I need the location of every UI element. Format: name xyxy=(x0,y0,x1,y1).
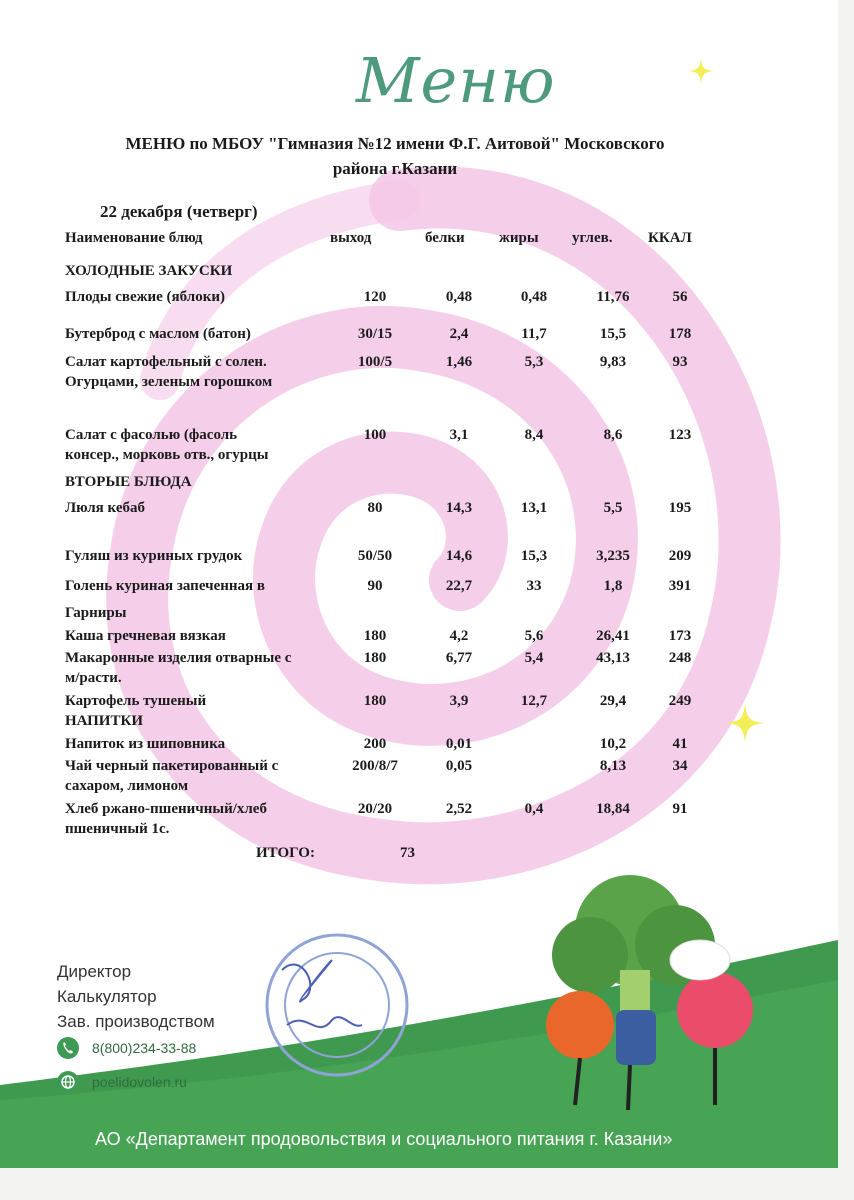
col-header-fat: жиры xyxy=(499,230,539,246)
dish-name: Салат картофельный с солен. xyxy=(65,354,267,370)
dish-kcal: 209 xyxy=(668,548,692,564)
dish-name: Картофель тушеный xyxy=(65,693,207,709)
dish-kcal: 34 xyxy=(672,758,688,774)
dish-name: консер., морковь отв., огурцы xyxy=(65,447,269,463)
section-cold: ХОЛОДНЫЕ ЗАКУСКИ xyxy=(65,263,233,279)
dish-output: 50/50 xyxy=(357,548,393,564)
section-drinks: НАПИТКИ xyxy=(65,713,144,729)
dish-protein: 2,4 xyxy=(449,326,469,342)
phone-link[interactable]: 8(800)234-33-88 xyxy=(92,1040,197,1056)
dish-output: 80 xyxy=(367,500,383,516)
dish-carbs: 8,13 xyxy=(599,758,627,774)
dish-protein: 2,52 xyxy=(445,801,473,817)
title-line-1: МЕНЮ по МБОУ "Гимназия №12 имени Ф.Г. Аитовой" Московского xyxy=(125,134,665,153)
title-line-2: района г.Казани xyxy=(332,159,458,178)
dish-name: Огурцами, зеленым горошком xyxy=(65,374,273,390)
organization-name: АО «Департамент продовольствия и социального питания г. Казани» xyxy=(95,1129,673,1149)
dish-kcal: 91 xyxy=(672,801,688,817)
dish-name: сахаром, лимоном xyxy=(65,778,189,794)
dish-output: 200 xyxy=(363,736,387,752)
dish-carbs: 8,6 xyxy=(603,427,623,443)
dish-kcal: 178 xyxy=(668,326,692,342)
dish-name: Напиток из шиповника xyxy=(65,736,226,752)
dish-name: Макаронные изделия отварные с xyxy=(65,650,292,666)
dish-fat: 5,6 xyxy=(524,628,544,644)
dish-output: 180 xyxy=(363,628,387,644)
dish-carbs: 3,235 xyxy=(596,548,630,564)
dish-output: 30/15 xyxy=(357,326,393,342)
dish-carbs: 43,13 xyxy=(596,650,630,666)
dish-fat: 12,7 xyxy=(520,693,548,709)
col-header-carbs: углев. xyxy=(572,230,613,246)
dish-protein: 3,9 xyxy=(449,693,469,709)
dish-protein: 0,05 xyxy=(445,758,473,774)
dish-protein: 3,1 xyxy=(449,427,469,443)
role-production: Зав. производством xyxy=(57,1012,215,1031)
dish-name: Гуляш из куриных грудок xyxy=(65,548,243,564)
dish-carbs: 15,5 xyxy=(599,326,627,342)
dish-fat: 0,4 xyxy=(524,801,544,817)
dish-name: пшеничный 1с. xyxy=(65,821,170,837)
globe-icon xyxy=(57,1071,79,1093)
dish-name: Чай черный пакетированный с xyxy=(65,758,279,774)
section-second: ВТОРЫЕ БЛЮДА xyxy=(65,474,192,490)
dish-fat: 13,1 xyxy=(520,500,548,516)
dish-carbs: 1,8 xyxy=(603,578,623,594)
dish-fat: 5,3 xyxy=(524,354,544,370)
dish-carbs: 9,83 xyxy=(599,354,627,370)
col-header-kcal: ККАЛ xyxy=(648,230,692,246)
dish-kcal: 123 xyxy=(668,427,692,443)
dish-fat: 5,4 xyxy=(524,650,544,666)
role-calculator: Калькулятор xyxy=(57,987,157,1006)
dish-output: 180 xyxy=(363,693,387,709)
dish-kcal: 249 xyxy=(668,693,692,709)
dish-kcal: 248 xyxy=(668,650,692,666)
total-label: ИТОГО: xyxy=(256,845,315,861)
dish-fat: 11,7 xyxy=(521,326,547,342)
dish-kcal: 195 xyxy=(668,500,692,516)
dish-protein: 0,01 xyxy=(445,736,473,752)
dish-name: Плоды свежие (яблоки) xyxy=(65,289,225,305)
dish-carbs: 10,2 xyxy=(599,736,627,752)
dish-carbs: 18,84 xyxy=(596,801,630,817)
dish-kcal: 41 xyxy=(672,736,688,752)
dish-protein: 0,48 xyxy=(445,289,473,305)
dish-name: Хлеб ржано-пшеничный/хлеб xyxy=(65,801,267,817)
dish-output: 200/8/7 xyxy=(352,758,398,774)
dish-output: 180 xyxy=(363,650,387,666)
section-garnish: Гарниры xyxy=(65,605,127,621)
dish-fat: 15,3 xyxy=(520,548,548,564)
dish-output: 90 xyxy=(367,578,383,594)
dish-protein: 1,46 xyxy=(445,354,473,370)
dish-protein: 6,77 xyxy=(445,650,473,666)
phone-icon xyxy=(57,1037,79,1059)
dish-output: 120 xyxy=(363,289,387,305)
dish-protein: 14,3 xyxy=(445,500,473,516)
dish-protein: 14,6 xyxy=(445,548,473,564)
dish-carbs: 11,76 xyxy=(596,289,630,305)
dish-kcal: 56 xyxy=(672,289,688,305)
dish-carbs: 29,4 xyxy=(599,693,627,709)
dish-kcal: 391 xyxy=(668,578,692,594)
col-header-output: выход xyxy=(330,230,372,246)
dish-carbs: 5,5 xyxy=(603,500,623,516)
dish-output: 20/20 xyxy=(357,801,393,817)
dish-name: Каша гречневая вязкая xyxy=(65,628,226,644)
dish-name: Бутерброд с маслом (батон) xyxy=(65,326,251,342)
dish-name: Голень куриная запеченная в xyxy=(65,578,265,594)
role-director: Директор xyxy=(57,962,132,981)
dish-output: 100 xyxy=(363,427,387,443)
dish-carbs: 26,41 xyxy=(596,628,630,644)
dish-output: 100/5 xyxy=(357,354,393,370)
menu-logo: Меню xyxy=(356,44,556,117)
dish-protein: 4,2 xyxy=(449,628,469,644)
dish-fat: 33 xyxy=(526,578,542,594)
menu-date: 22 декабря (четверг) xyxy=(100,202,258,221)
dish-name: Люля кебаб xyxy=(65,500,145,516)
dish-kcal: 93 xyxy=(672,354,688,370)
col-header-protein: белки xyxy=(425,230,465,246)
dish-kcal: 173 xyxy=(668,628,692,644)
dish-fat: 8,4 xyxy=(524,427,544,443)
site-link[interactable]: poelidovolen.ru xyxy=(92,1074,187,1090)
dish-protein: 22,7 xyxy=(445,578,473,594)
broccoli-illustration xyxy=(520,860,780,1120)
col-header-name: Наименование блюд xyxy=(65,230,203,246)
total-value: 73 xyxy=(400,845,415,861)
dish-fat: 0,48 xyxy=(520,289,548,305)
stamp-seal xyxy=(262,930,412,1080)
dish-name: Салат с фасолью (фасоль xyxy=(65,427,238,443)
dish-name: м/расти. xyxy=(65,670,122,686)
